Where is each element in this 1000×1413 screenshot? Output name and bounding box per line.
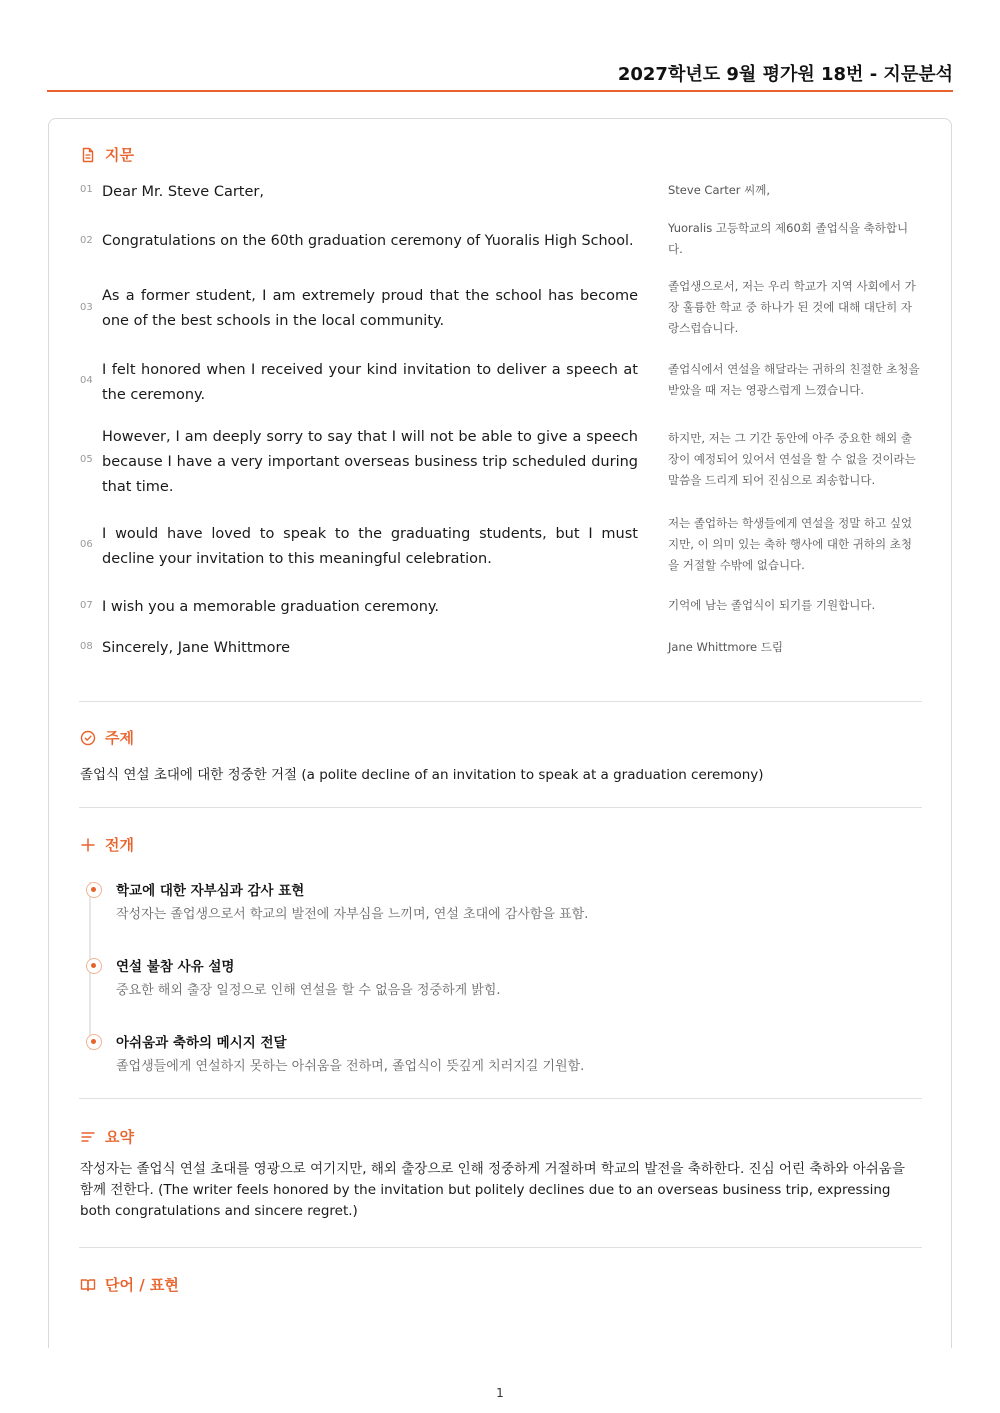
timeline-item-desc: 중요한 해외 출장 일정으로 인해 연설을 할 수 없음을 정중하게 밝힘. — [116, 983, 501, 998]
check-circle-icon — [80, 730, 96, 746]
timeline-item — [86, 1031, 922, 1075]
theme-heading: 주제 — [105, 729, 134, 747]
passage-line-03 — [80, 276, 922, 340]
line-number: 01 — [80, 184, 93, 195]
line-number: 02 — [80, 235, 93, 246]
passage-line-08 — [80, 636, 922, 661]
passage-line-06 — [80, 513, 922, 577]
passage-section-header — [80, 144, 134, 165]
english-sentence: I felt honored when I received your kind invitation to deliver a speech at the ceremony. — [102, 362, 638, 403]
passage-line-01 — [80, 180, 922, 205]
timeline-item-title: 아쉬움과 축하의 메시지 전달 — [116, 1035, 287, 1051]
korean-translation: 하지만, 저는 그 기간 동안에 아주 중요한 해외 출장이 예정되어 있어서 연설을 할 수 없을 것이라는 말씀을 드리게 되어 진심으로 죄송합니다. — [668, 431, 916, 487]
section-divider — [79, 1098, 922, 1099]
timeline-dot — [86, 1034, 102, 1050]
korean-translation: 졸업식에서 연설을 해달라는 귀하의 친절한 초청을 받았을 때 저는 영광스럽게 느꼈습니다. — [668, 362, 920, 397]
line-number: 08 — [80, 641, 93, 652]
section-divider — [79, 1247, 922, 1248]
development-section-header — [80, 834, 134, 855]
timeline-dot — [86, 882, 102, 898]
line-number: 06 — [80, 539, 93, 550]
line-number: 03 — [80, 302, 93, 313]
vocab-section-header — [80, 1274, 179, 1295]
document-icon — [80, 147, 96, 163]
page-header — [47, 58, 953, 92]
english-sentence: Sincerely, Jane Whittmore — [102, 640, 291, 656]
korean-translation: 기억에 남는 졸업식이 되기를 기원합니다. — [668, 598, 876, 612]
passage-heading: 지문 — [105, 146, 134, 164]
list-lines-icon — [80, 1129, 96, 1145]
korean-translation: Steve Carter 씨께, — [668, 183, 771, 197]
korean-translation: 졸업생으로서, 저는 우리 학교가 지역 사회에서 가장 훌륭한 학교 중 하나가 된 것에 대해 대단히 자랑스럽습니다. — [668, 279, 916, 335]
page-title: 2027학년도 9월 평가원 18번 - 지문분석 — [617, 64, 953, 85]
timeline-dot — [86, 958, 102, 974]
english-sentence: Dear Mr. Steve Carter, — [102, 184, 264, 200]
line-number: 05 — [80, 454, 93, 465]
plus-icon — [80, 837, 96, 853]
korean-translation: 저는 졸업하는 학생들에게 연설을 정말 하고 싶었지만, 이 의미 있는 축하 행사에 대한 귀하의 초청을 거절할 수밖에 없습니다. — [668, 516, 913, 572]
timeline-item-title: 연설 불참 사유 설명 — [116, 959, 235, 975]
english-sentence: Congratulations on the 60th graduation ceremony of Yuoralis High School. — [102, 233, 634, 249]
line-number: 07 — [80, 600, 93, 611]
theme-section-header — [80, 727, 134, 748]
timeline-item — [86, 955, 922, 999]
timeline-item — [86, 879, 922, 923]
summary-text: 작성자는 졸업식 연설 초대를 영광으로 여기지만, 해외 출장으로 인해 정중하게 거절하며 학교의 발전을 축하한다. 진심 어린 축하와 아쉬움을 함께 전한다. (The writer feels honored by the invitation but politely declines due to an overseas business trip, expressing both congratulations and sincere regret.) — [80, 1161, 905, 1219]
english-sentence: I would have loved to speak to the graduating students, but I must decline your invitation to this meaningful celebration. — [102, 526, 638, 567]
line-number: 04 — [80, 375, 93, 386]
timeline-item-desc: 졸업생들에게 연설하지 못하는 아쉬움을 전하며, 졸업식이 뜻깊게 치러지길 기원함. — [116, 1059, 585, 1074]
timeline-item-title: 학교에 대한 자부심과 감사 표현 — [116, 883, 305, 899]
section-divider — [79, 807, 922, 808]
summary-heading: 요약 — [105, 1128, 134, 1146]
korean-translation: Yuoralis 고등학교의 제60회 졸업식을 축하합니다. — [668, 221, 909, 256]
timeline-item-desc: 작성자는 졸업생으로서 학교의 발전에 자부심을 느끼며, 연설 초대에 감사함을 표함. — [116, 907, 589, 922]
vocab-heading: 단어 / 표현 — [105, 1276, 179, 1294]
development-heading: 전개 — [105, 836, 134, 854]
open-book-icon — [80, 1277, 96, 1293]
passage-line-05 — [80, 425, 922, 500]
english-sentence: However, I am deeply sorry to say that I will not be able to give a speech because I have a very important overseas business trip scheduled during that time. — [102, 429, 638, 495]
korean-translation: Jane Whittmore 드림 — [668, 640, 783, 654]
passage-line-04 — [80, 358, 922, 402]
english-sentence: As a former student, I am extremely proud that the school has become one of the best schools in the local community. — [102, 288, 638, 329]
page-number: 1 — [496, 1386, 504, 1400]
english-sentence: I wish you a memorable graduation ceremony. — [102, 599, 440, 615]
summary-section-header — [80, 1126, 134, 1147]
theme-text: 졸업식 연설 초대에 대한 정중한 거절 (a polite decline of an invitation to speak at a graduation ceremony) — [80, 767, 764, 783]
passage-line-02 — [80, 218, 922, 260]
passage-line-07 — [80, 595, 922, 620]
section-divider — [79, 701, 922, 702]
